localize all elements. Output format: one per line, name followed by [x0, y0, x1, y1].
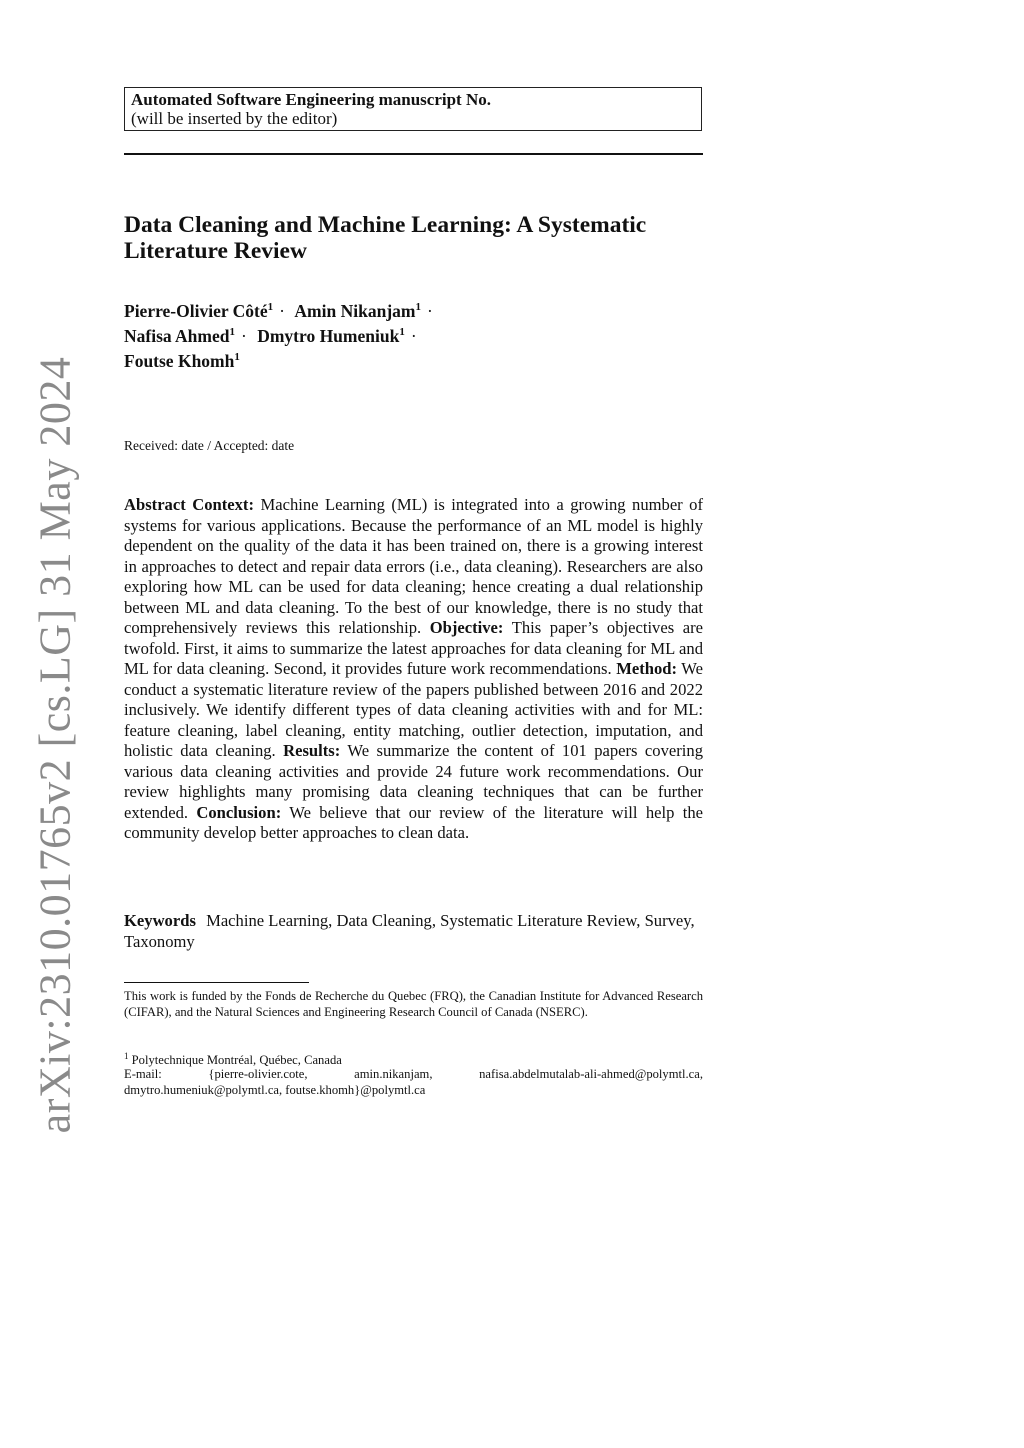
method-label: Method: — [616, 659, 678, 678]
footnote-rule — [124, 982, 309, 983]
journal-header-box — [124, 87, 702, 131]
author-affiliation-mark: 1 — [267, 301, 274, 313]
method-text: We conduct a systematic literature review of the papers published between 2016 and 2022 inclusively. We identify different types of data cleaning activities with and for ML: feature cleaning, label cleaning, entity matching, outlier detection, imputation, and holistic data cleaning. — [124, 659, 703, 760]
abstract-label: Abstract — [124, 495, 186, 514]
author-name: Foutse Khomh — [124, 350, 235, 371]
keywords — [124, 911, 703, 952]
context-text: Machine Learning (ML) is integrated into a growing number of systems for various applications. Because the performance of an ML model is highly dependent on the quality of the data it has been trained on, there is a growing interest in approaches to detect and repair data errors (i.e., data cleaning). Researchers are also exploring how ML can be used for data cleaning; hence creating a dual relationship between ML and data cleaning. To the best of our knowledge, there is no study that comprehensively reviews this relationship. — [124, 495, 704, 637]
author-name: Amin Nikanjam — [294, 300, 416, 321]
objective-text: This paper’s objectives are twofold. First, it aims to summarize the latest approaches for data cleaning for ML and ML for data cleaning. Second, it provides future work recommendations. — [124, 618, 703, 678]
author-separator: · — [279, 300, 285, 321]
received-date: Received: date / Accepted: date — [124, 438, 295, 453]
author-affiliation-mark: 1 — [415, 301, 421, 313]
objective-label: Objective: — [429, 618, 504, 637]
journal-subtitle: (will be inserted by the editor) — [131, 109, 338, 128]
affiliation-mark: 1 — [124, 1051, 129, 1061]
journal-title: Automated Software Engineering manuscript No. — [131, 90, 491, 109]
conclusion-text: We believe that our review of the literature will help the community develop better approaches to clean data. — [124, 802, 703, 842]
author-name: Pierre-Olivier Côté — [124, 300, 268, 321]
funding-footnote: This work is funded by the Fonds de Recherche du Quebec (FRQ), the Canadian Institute for Advanced Research (CIFAR), and the Natural Sciences and Engineering Research Council of Canada (NSERC). — [124, 989, 703, 1019]
abstract — [124, 495, 703, 844]
author-separator: · — [241, 325, 247, 346]
author-affiliation-mark: 1 — [234, 350, 240, 363]
author-separator: · — [426, 300, 433, 321]
author-name: Nafisa Ahmed — [124, 325, 230, 346]
keywords-text: Machine Learning, Data Cleaning, Systematic Literature Review, Survey, Taxonomy — [124, 911, 695, 951]
results-text: We summarize the content of 101 papers covering various data cleaning activities and provide 24 future work recommendations. Our review highlights many promising data cleaning techniques that can be further extended. — [124, 741, 703, 822]
keywords-label: Keywords — [124, 911, 196, 930]
email-footnote: E-mail: {pierre-olivier.cote, amin.nikanjam, nafisa.abdelmutalab-ali-ahmed@polymtl.ca, dmytro.humeniuk@polymtl.ca, foutse.khomh}@polymtl.ca — [124, 1067, 703, 1097]
results-label: Results: — [283, 741, 341, 760]
header-rule — [124, 153, 703, 155]
arxiv-identifier: arXiv:2310.01765v2 [cs.LG] 31 May 2024 — [30, 356, 80, 1134]
conclusion-label: Conclusion: — [196, 802, 282, 822]
author-affiliation-mark: 1 — [229, 325, 235, 338]
author-list — [124, 297, 724, 371]
author-affiliation-mark: 1 — [399, 325, 405, 338]
paper-title: Data Cleaning and Machine Learning: A Systematic Literature Review — [124, 212, 647, 264]
author-separator: · — [410, 325, 417, 346]
author-name: Dmytro Humeniuk — [257, 325, 400, 346]
context-label: Context: — [192, 495, 254, 514]
affiliation-text: Polytechnique Montréal, Québec, Canada — [131, 1053, 342, 1068]
